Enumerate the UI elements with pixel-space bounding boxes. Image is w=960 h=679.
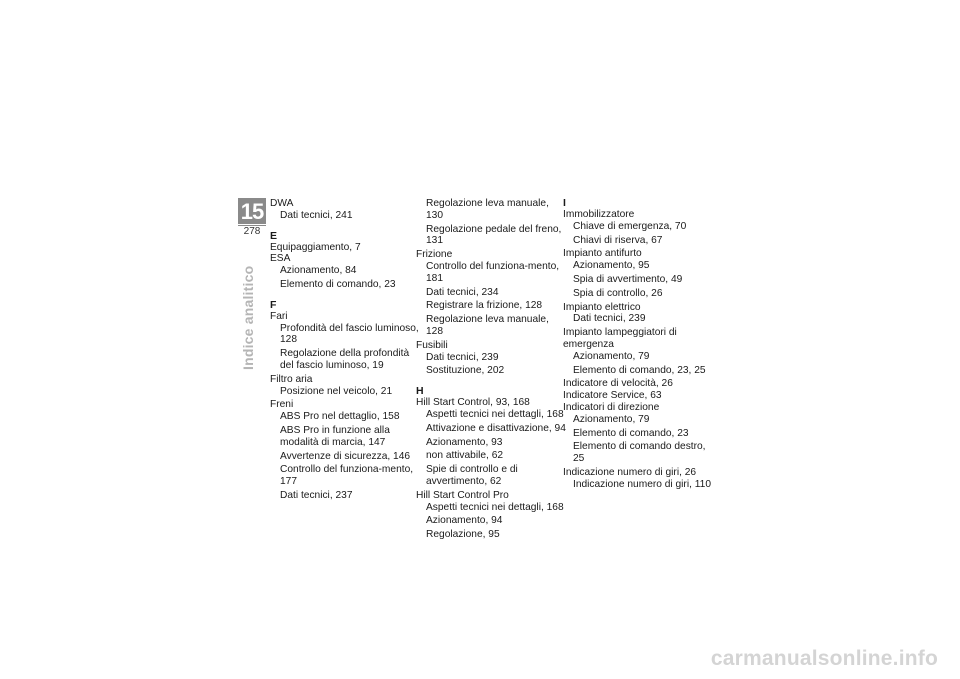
index-subentry: Azionamento, 94 — [426, 515, 503, 527]
index-entry: Hill Start Control Pro — [416, 489, 509, 501]
index-subentry: Registrare la frizione, 128 — [426, 300, 543, 312]
index-subentry: Regolazione, 95 — [426, 529, 500, 541]
index-subentry: Aspetti tecnici nei dettagli, 168 — [426, 408, 564, 420]
index-entry: Indicatore di velocità, 26 — [563, 378, 673, 390]
watermark: carmanualsonline.info — [710, 647, 938, 670]
index-subentry: Chiave di emergenza, 70 — [573, 220, 687, 232]
index-letter-heading: H — [416, 385, 424, 398]
index-subentry: Dati tecnici, 241 — [280, 209, 353, 221]
index-subentry: Elemento di comando, 23, 25 — [573, 364, 706, 376]
index-subentry: Profondità del fascio luminoso, 128 — [280, 322, 419, 346]
index-entry: Filtro aria — [270, 373, 313, 385]
index-entry: Impianto lampeggiatori di emergenza — [563, 327, 677, 350]
index-subentry: Controllo del funziona-mento, 181 — [426, 260, 560, 284]
section-title: Indice analitico — [240, 265, 256, 370]
index-subentry: Azionamento, 79 — [573, 350, 650, 362]
index-entry: Indicatore Service, 63 — [563, 390, 662, 402]
index-entry: Indicazione numero di giri, 26 — [563, 466, 697, 478]
index-subentry: Attivazione e disattivazione, 94 — [426, 422, 566, 434]
index-subentry: Elemento di comando, 23 — [280, 278, 396, 290]
index-subentry: Azionamento, 84 — [280, 265, 357, 277]
index-subentry: Spie di controllo e di avvertimento, 62 — [426, 464, 518, 487]
index-entry: Fusibili — [416, 339, 448, 351]
index-letter-heading: F — [270, 298, 277, 311]
page-number: 278 — [243, 226, 261, 237]
index-letter-heading: E — [270, 229, 278, 242]
chapter-number: 15 — [240, 199, 264, 224]
index-subentry: Dati tecnici, 234 — [426, 286, 499, 298]
index-entry: Frizione — [416, 249, 453, 261]
index-letter-heading: I — [563, 197, 566, 209]
index-subentry: Regolazione leva manuale, 128 — [426, 314, 549, 337]
index-subentry: Dati tecnici, 239 — [426, 351, 499, 363]
index-subentry: ABS Pro in funzione alla modalità di marcia, 147 — [280, 424, 390, 448]
index-subentry: Aspetti tecnici nei dettagli, 168 — [426, 501, 564, 513]
index-subentry: Chiavi di riserva, 67 — [573, 234, 663, 246]
index-subentry: Azionamento, 95 — [573, 260, 650, 272]
index-subentry: Regolazione della profondità del fascio luminoso, 19 — [280, 348, 410, 371]
index-subentry: Azionamento, 79 — [573, 413, 650, 425]
index-subentry: Spia di avvertimento, 49 — [573, 273, 683, 285]
index-subentry: Dati tecnici, 239 — [573, 313, 646, 325]
index-entry: Fari — [270, 310, 288, 322]
index-entry: DWA — [270, 198, 294, 209]
index-subentry: Sostituzione, 202 — [426, 365, 505, 377]
index-subentry: Azionamento, 93 — [426, 436, 503, 448]
index-subentry: non attivabile, 62 — [426, 450, 504, 462]
index-subentry: Regolazione leva manuale, 130 — [426, 198, 549, 221]
index-subentry: Spia di controllo, 26 — [573, 287, 663, 299]
index-entry: Impianto antifurto — [563, 248, 642, 260]
index-entry: ESA — [270, 253, 291, 265]
index-subentry: Posizione nel veicolo, 21 — [280, 385, 393, 397]
index-subentry: Dati tecnici, 237 — [280, 489, 353, 501]
index-subentry: ABS Pro nel dettaglio, 158 — [280, 411, 400, 423]
index-entry: Hill Start Control, 93, 168 — [416, 397, 530, 409]
index-entry: Equipaggiamento, 7 — [270, 241, 361, 253]
index-entry: Freni — [270, 399, 294, 411]
index-column-2 — [416, 198, 566, 543]
index-entry: Impianto elettrico — [563, 301, 641, 313]
index-entry: Indicatori di direzione — [563, 401, 660, 413]
index-subentry: Controllo del funziona-mento, 177 — [280, 464, 414, 488]
index-column-3 — [563, 198, 713, 493]
index-column-1 — [270, 198, 420, 504]
index-subentry: Elemento di comando, 23 — [573, 427, 689, 439]
index-subentry: Elemento di comando destro, 25 — [573, 441, 706, 465]
index-entry: Immobilizzatore — [563, 209, 635, 220]
index-subentry: Regolazione pedale del freno, 131 — [426, 223, 562, 247]
index-subentry: Avvertenze di sicurezza, 146 — [280, 450, 411, 462]
chapter-tab — [238, 198, 266, 224]
index-subentry: Indicazione numero di giri, 110 — [573, 478, 711, 490]
